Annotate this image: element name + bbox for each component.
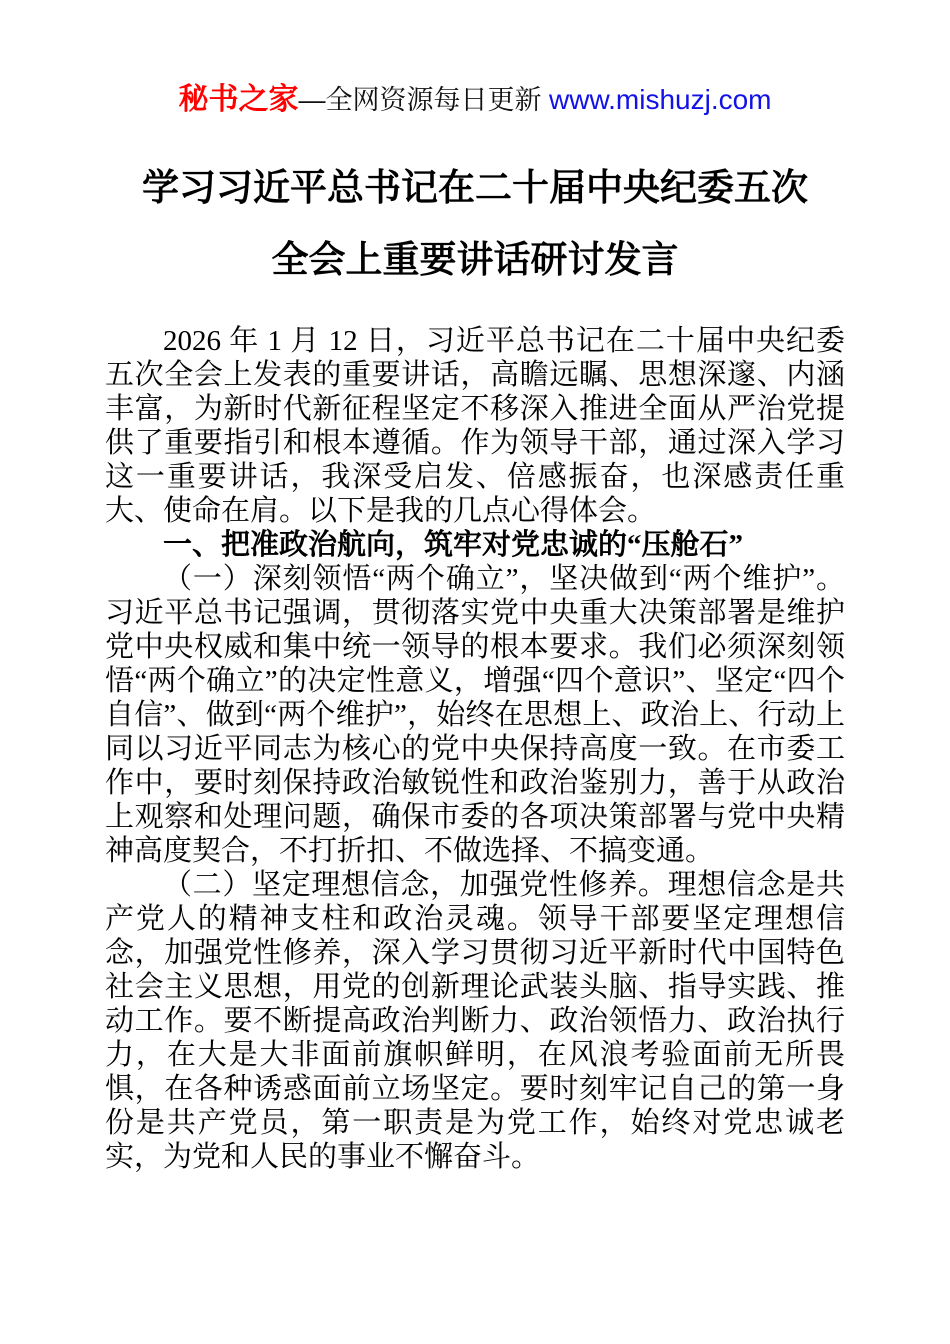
body-paragraph: （二）坚定理想信念，加强党性修养。理想信念是共产党人的精神支柱和政治灵魂。领导干部要坚定理想信念，加强党性修养，深入学习贯彻习近平新时代中国特色社会主义思想，用党的创新理论武装头脑、指导实践、推动工作。要不断提高政治判断力、政治领悟力、政治执行力，在大是大非面前旗帜鲜明，在风浪考验面前无所畏惧，在各种诱惑面前立场坚定。要时刻牢记自己的第一身份是共产党员，第一职责是为党工作，始终对党忠诚老实，为党和人民的事业不懈奋斗。 (105, 869, 845, 1173)
body-paragraph: （一）深刻领悟“两个确立”，坚决做到“两个维护”。习近平总书记强调，贯彻落实党中央重大决策部署是维护党中央权威和集中统一领导的根本要求。我们必须深刻领悟“两个确立”的决定性意义，增强“四个意识”、坚定“四个自信”、做到“两个维护”，始终在思想上、政治上、行动上同以习近平同志为核心的党中央保持高度一致。在市委工作中，要时刻保持政治敏锐性和政治鉴别力，善于从政治上观察和处理问题，确保市委的各项决策部署与党中央精神高度契合，不打折扣、不做选择、不搞变通。 (105, 563, 845, 867)
document-title-line2: 全会上重要讲话研讨发言 (271, 239, 679, 280)
document-body (105, 324, 845, 1174)
site-url[interactable]: www.mishuzj.com (549, 84, 772, 115)
header-tagline: —全网资源每日更新 (298, 85, 550, 115)
document-title-line1: 学习习近平总书记在二十届中央纪委五次 (142, 167, 808, 208)
document-title (0, 152, 950, 296)
section-heading: 一、把准政治航向，筑牢对党忠诚的“压舱石” (163, 529, 744, 561)
body-paragraph: 2026 年 1 月 12 日，习近平总书记在二十届中央纪委五次全会上发表的重要讲话，高瞻远瞩、思想深邃、内涵丰富，为新时代新征程坚定不移深入推进全面从严治党提供了重要指引和根本遵循。作为领导干部，通过深入学习这一重要讲话，我深受启发、倍感振奋，也深感责任重大、使命在肩。以下是我的几点心得体会。 (105, 325, 845, 527)
site-header (0, 0, 950, 118)
brand-name: 秘书之家 (178, 83, 299, 116)
